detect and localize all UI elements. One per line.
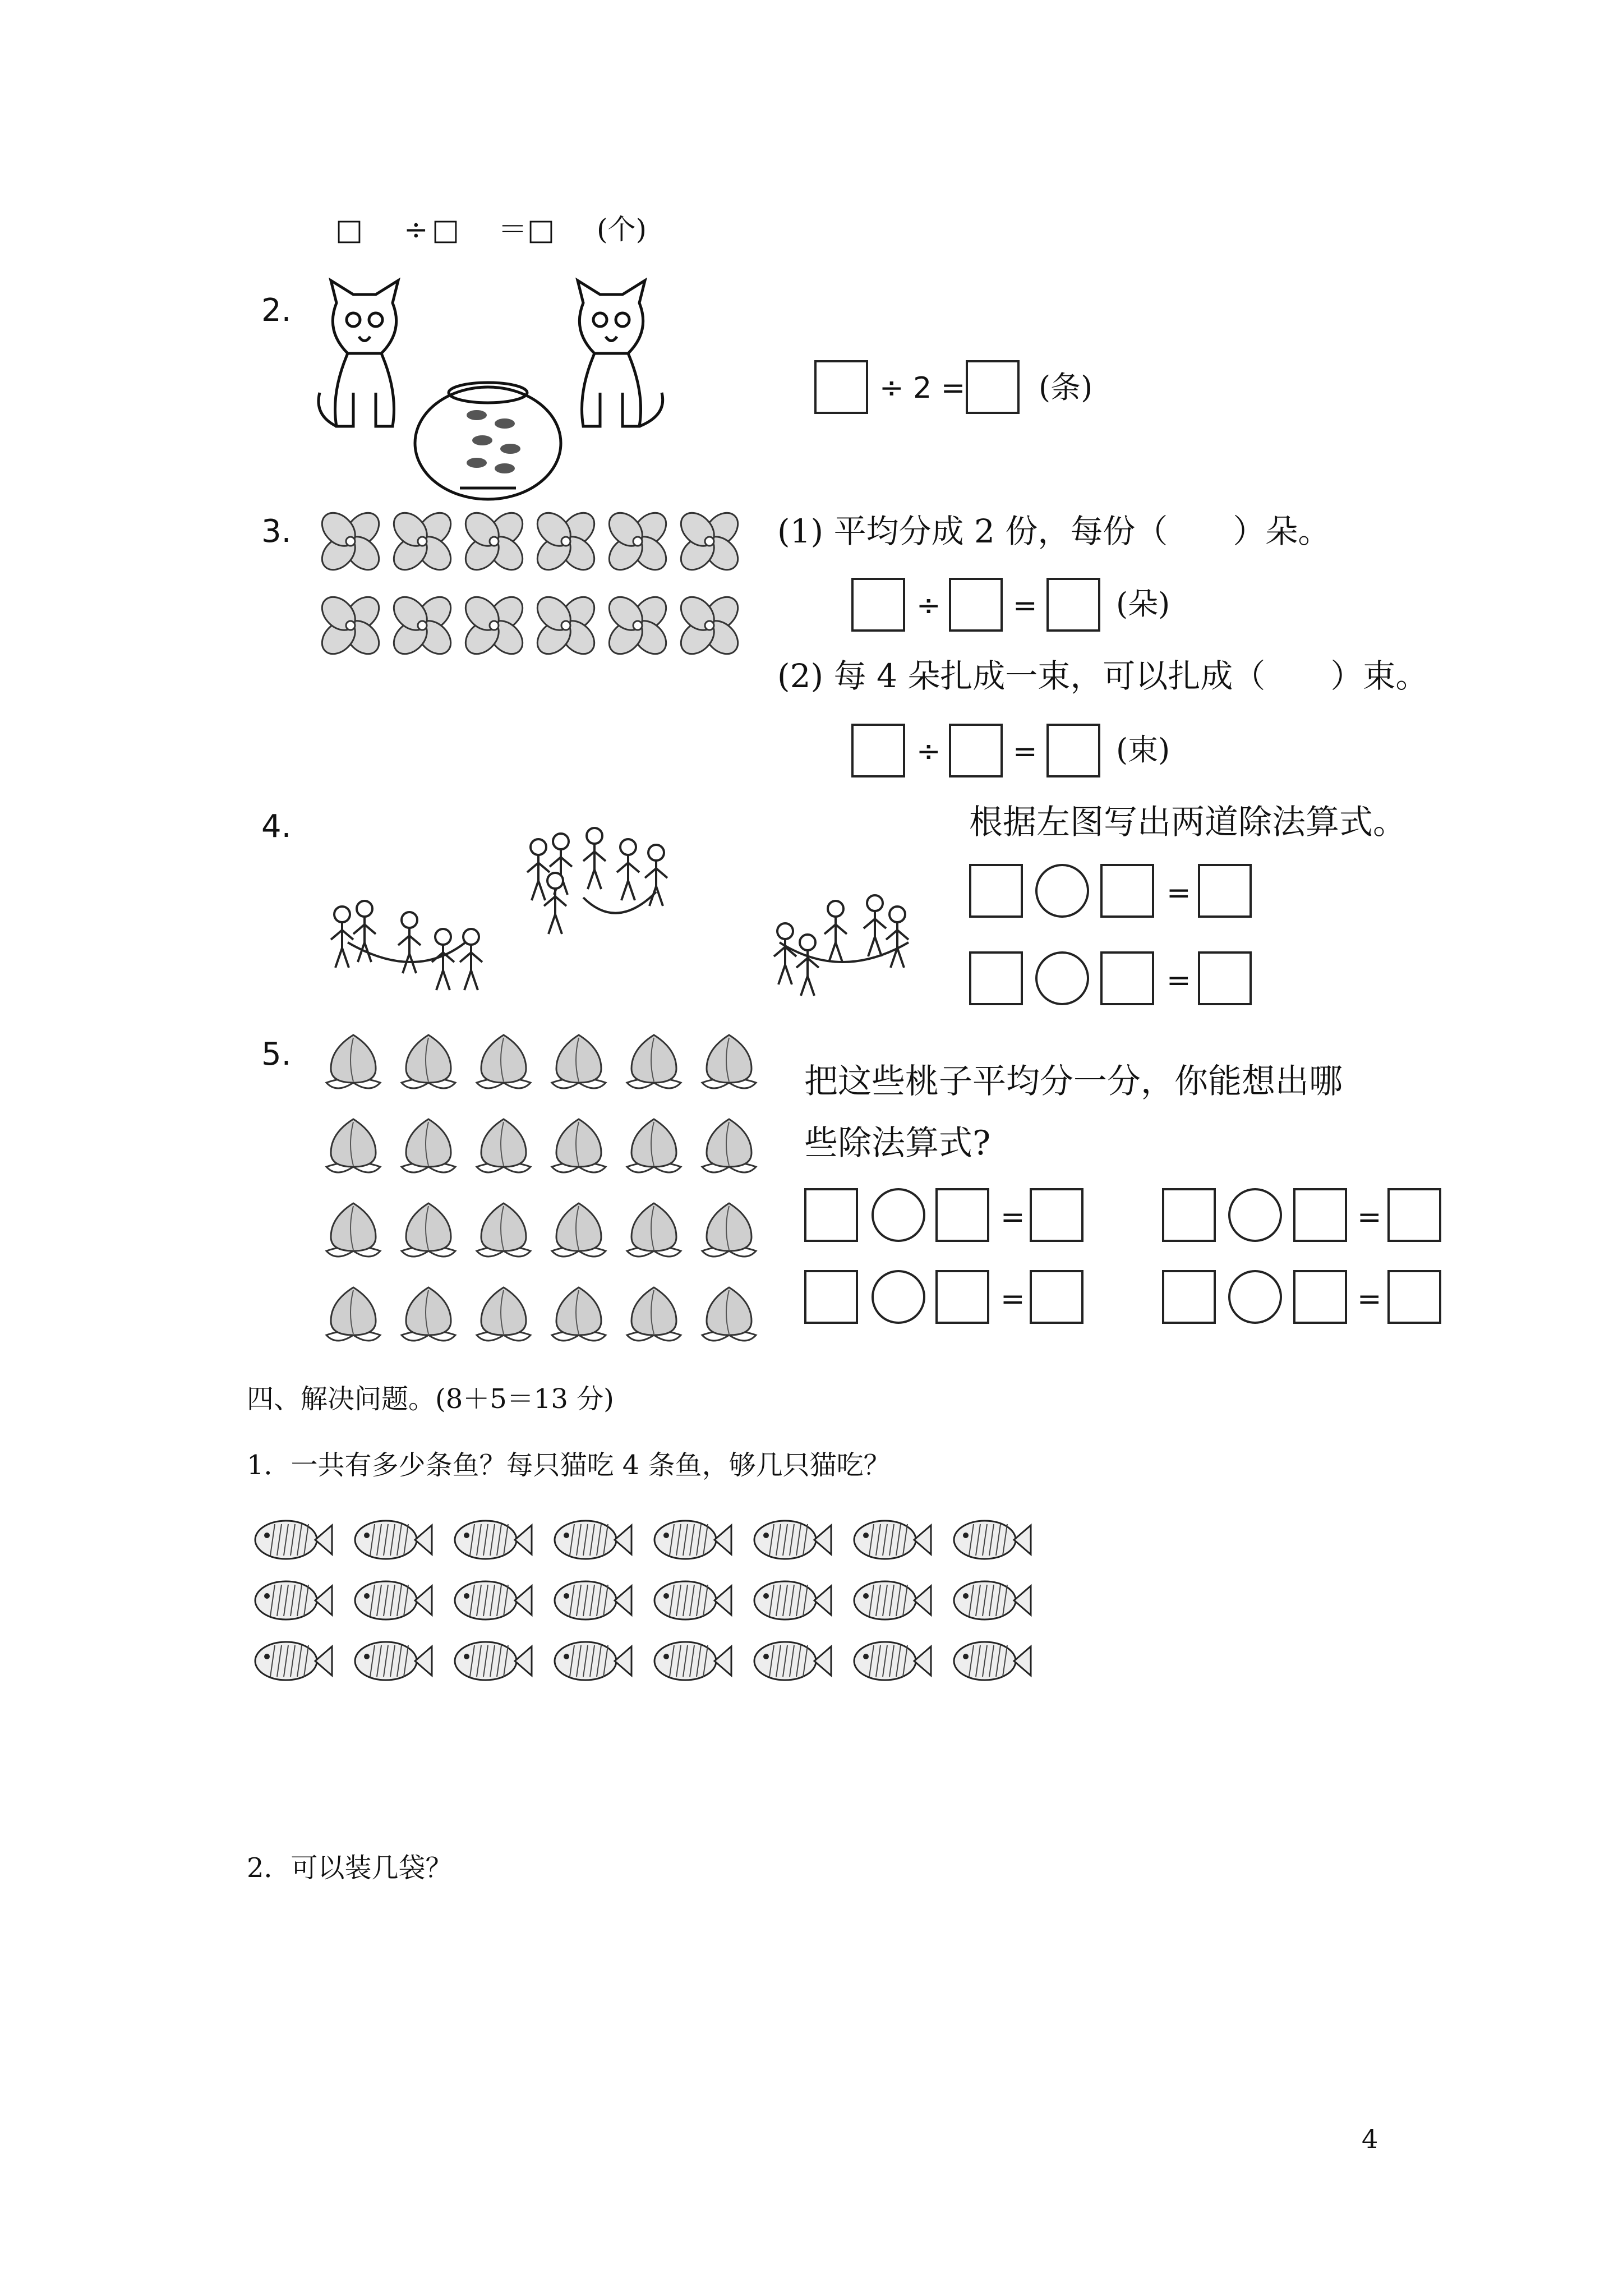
cats-fishbowl-illustration bbox=[314, 280, 673, 505]
q3-p2-eq: = bbox=[1013, 735, 1038, 769]
flower-icon bbox=[316, 507, 385, 576]
peach-icon bbox=[402, 1203, 455, 1257]
q3-p1-box-2[interactable] bbox=[949, 578, 1003, 632]
peaches-illustration bbox=[314, 1027, 774, 1363]
q5-r1-left-box-2[interactable] bbox=[935, 1188, 989, 1242]
peach-icon bbox=[627, 1035, 681, 1088]
section-four-problem-1: 1．一共有多少条鱼？每只猫吃 4 条鱼，够几只猫吃？ bbox=[247, 1450, 891, 1481]
peach-icon bbox=[326, 1035, 380, 1088]
q2-unit: (条) bbox=[1039, 370, 1093, 405]
section-four-problem-2: 2．可以装几袋？ bbox=[247, 1852, 453, 1884]
q4-prompt: 根据左图写出两道除法算式。 bbox=[969, 803, 1407, 842]
q3-p1-unit: (朵) bbox=[1116, 586, 1170, 622]
fish-icon bbox=[555, 1642, 631, 1680]
child-figure bbox=[460, 929, 482, 990]
fish-icon bbox=[654, 1581, 731, 1619]
fish-icon bbox=[255, 1521, 332, 1559]
fish-icon bbox=[355, 1581, 432, 1619]
q5-r2-left-box-3[interactable] bbox=[1030, 1270, 1083, 1324]
peach-icon bbox=[627, 1119, 681, 1172]
fish-icon bbox=[854, 1581, 931, 1619]
top-box-1: □ bbox=[335, 213, 363, 247]
flower-icon bbox=[459, 507, 529, 576]
child-figure bbox=[432, 929, 454, 990]
flower-icon bbox=[459, 591, 529, 660]
peach-icon bbox=[326, 1203, 380, 1257]
top-unit: (个) bbox=[597, 213, 647, 246]
q4-number: 4. bbox=[261, 808, 292, 845]
fish-icon bbox=[455, 1581, 532, 1619]
peach-icon bbox=[477, 1119, 531, 1172]
fish-icon bbox=[555, 1521, 631, 1559]
fish-icon bbox=[854, 1521, 931, 1559]
flower-icon bbox=[316, 591, 385, 660]
child-figure bbox=[886, 907, 909, 968]
q3-p1-div: ÷ bbox=[916, 589, 941, 623]
flower-icon bbox=[675, 507, 744, 576]
top-eq-sign: ＝ bbox=[498, 213, 528, 247]
fish-icon bbox=[355, 1521, 432, 1559]
fish-icon bbox=[555, 1581, 631, 1619]
q5-r2-left-circle[interactable] bbox=[872, 1270, 925, 1324]
q5-r2-right-circle[interactable] bbox=[1228, 1270, 1282, 1324]
child-figure bbox=[398, 912, 421, 973]
peach-icon bbox=[552, 1119, 606, 1172]
peach-icon bbox=[326, 1287, 380, 1341]
fish-icon bbox=[854, 1642, 931, 1680]
children-jump-rope-illustration bbox=[314, 802, 942, 1015]
q4-row1-box-3[interactable] bbox=[1198, 864, 1252, 918]
peach-icon bbox=[702, 1203, 756, 1257]
fish-icon bbox=[954, 1642, 1031, 1680]
child-figure bbox=[527, 839, 550, 900]
q2-answer-box-1[interactable] bbox=[814, 360, 868, 414]
q3-part2-text: (2) 每 4 朵扎成一束，可以扎成（ ）束。 bbox=[777, 657, 1428, 695]
fish-icon bbox=[754, 1642, 831, 1680]
q5-r2-right-box-2[interactable] bbox=[1293, 1270, 1347, 1324]
q5-r1-left-box-1[interactable] bbox=[804, 1188, 858, 1242]
q3-p1-eq: = bbox=[1013, 589, 1038, 623]
flower-icon bbox=[388, 507, 457, 576]
peach-icon bbox=[326, 1119, 380, 1172]
fish-icon bbox=[654, 1521, 731, 1559]
fish-icon bbox=[455, 1642, 532, 1680]
peach-icon bbox=[627, 1287, 681, 1341]
q5-r1-right-box-3[interactable] bbox=[1387, 1188, 1441, 1242]
q5-r2-left-box-2[interactable] bbox=[935, 1270, 989, 1324]
child-figure bbox=[824, 901, 847, 962]
flowers-illustration bbox=[314, 505, 751, 662]
q5-number: 5. bbox=[261, 1036, 292, 1073]
flower-icon bbox=[675, 591, 744, 660]
peach-icon bbox=[402, 1035, 455, 1088]
child-figure bbox=[353, 901, 376, 962]
fish-icon bbox=[355, 1642, 432, 1680]
fish-icon bbox=[455, 1521, 532, 1559]
q4-row2-eq: = bbox=[1166, 964, 1191, 997]
peach-icon bbox=[702, 1035, 756, 1088]
fish-illustration bbox=[247, 1509, 1032, 1694]
q4-row2-box-3[interactable] bbox=[1198, 951, 1252, 1005]
child-figure bbox=[774, 923, 796, 984]
q3-p2-box-1[interactable] bbox=[851, 724, 905, 777]
peach-icon bbox=[477, 1287, 531, 1341]
q4-row1-box-1[interactable] bbox=[969, 864, 1023, 918]
top-box-2: □ bbox=[432, 213, 460, 247]
q5-r2-left-eq: = bbox=[1000, 1282, 1025, 1316]
peach-icon bbox=[552, 1203, 606, 1257]
fish-icon bbox=[954, 1581, 1031, 1619]
fish-icon bbox=[754, 1521, 831, 1559]
fish-icon bbox=[954, 1521, 1031, 1559]
q5-r1-left-circle[interactable] bbox=[872, 1188, 925, 1242]
q5-r2-right-box-3[interactable] bbox=[1387, 1270, 1441, 1324]
peach-icon bbox=[702, 1119, 756, 1172]
q4-row1-operator-circle[interactable] bbox=[1035, 864, 1089, 918]
page-number: 4 bbox=[1362, 2124, 1378, 2154]
q2-expression: ÷ 2 = bbox=[879, 371, 966, 405]
q5-r2-right-eq: = bbox=[1357, 1282, 1382, 1316]
child-figure bbox=[583, 828, 606, 889]
child-figure bbox=[645, 845, 667, 906]
child-figure bbox=[617, 839, 639, 900]
q4-row1-box-2[interactable] bbox=[1100, 864, 1154, 918]
q3-p2-box-3[interactable] bbox=[1046, 724, 1100, 777]
q5-r1-right-box-1[interactable] bbox=[1162, 1188, 1216, 1242]
fish-icon bbox=[654, 1642, 731, 1680]
q5-r2-right-box-1[interactable] bbox=[1162, 1270, 1216, 1324]
peach-icon bbox=[552, 1287, 606, 1341]
flower-icon bbox=[603, 507, 672, 576]
q5-r1-left-box-3[interactable] bbox=[1030, 1188, 1083, 1242]
section-four-heading: 四、解决问题。(8＋5＝13 分) bbox=[247, 1383, 614, 1415]
child-figure bbox=[796, 935, 819, 996]
q3-p1-box-1[interactable] bbox=[851, 578, 905, 632]
flower-icon bbox=[531, 507, 601, 576]
q5-r1-right-circle[interactable] bbox=[1228, 1188, 1282, 1242]
q4-row2-box-2[interactable] bbox=[1100, 951, 1154, 1005]
peach-icon bbox=[627, 1203, 681, 1257]
peach-icon bbox=[402, 1287, 455, 1341]
peach-icon bbox=[477, 1035, 531, 1088]
top-box-3: □ bbox=[527, 213, 555, 247]
q2-number: 2. bbox=[261, 292, 292, 329]
q4-row2-box-1[interactable] bbox=[969, 951, 1023, 1005]
child-figure bbox=[864, 895, 886, 956]
q3-p1-box-3[interactable] bbox=[1046, 578, 1100, 632]
child-figure bbox=[544, 873, 566, 934]
peach-icon bbox=[552, 1035, 606, 1088]
q3-part1-text: (1) 平均分成 2 份，每份（ ）朵。 bbox=[777, 512, 1331, 550]
q3-number: 3. bbox=[261, 513, 292, 550]
q5-prompt-line1: 把这些桃子平均分一分，你能想出哪 bbox=[804, 1062, 1343, 1101]
fish-icon bbox=[255, 1642, 332, 1680]
q3-p2-unit: (束) bbox=[1116, 732, 1170, 767]
flower-icon bbox=[531, 591, 601, 660]
child-figure bbox=[331, 907, 353, 968]
q5-r1-left-eq: = bbox=[1000, 1200, 1025, 1234]
peach-icon bbox=[477, 1203, 531, 1257]
fish-icon bbox=[255, 1581, 332, 1619]
q3-p2-div: ÷ bbox=[916, 735, 941, 769]
q2-answer-box-2[interactable] bbox=[966, 360, 1020, 414]
peach-icon bbox=[402, 1119, 455, 1172]
peach-icon bbox=[702, 1287, 756, 1341]
q3-p2-box-2[interactable] bbox=[949, 724, 1003, 777]
q5-r1-right-eq: = bbox=[1357, 1200, 1382, 1234]
flower-icon bbox=[603, 591, 672, 660]
q4-row2-operator-circle[interactable] bbox=[1035, 951, 1089, 1005]
q5-prompt-line2: 些除法算式? bbox=[804, 1124, 991, 1163]
q5-r1-right-box-2[interactable] bbox=[1293, 1188, 1347, 1242]
q4-row1-eq: = bbox=[1166, 876, 1191, 910]
fish-icon bbox=[754, 1581, 831, 1619]
top-div-sign: ÷ bbox=[404, 213, 428, 247]
q5-r2-left-box-1[interactable] bbox=[804, 1270, 858, 1324]
flower-icon bbox=[388, 591, 457, 660]
